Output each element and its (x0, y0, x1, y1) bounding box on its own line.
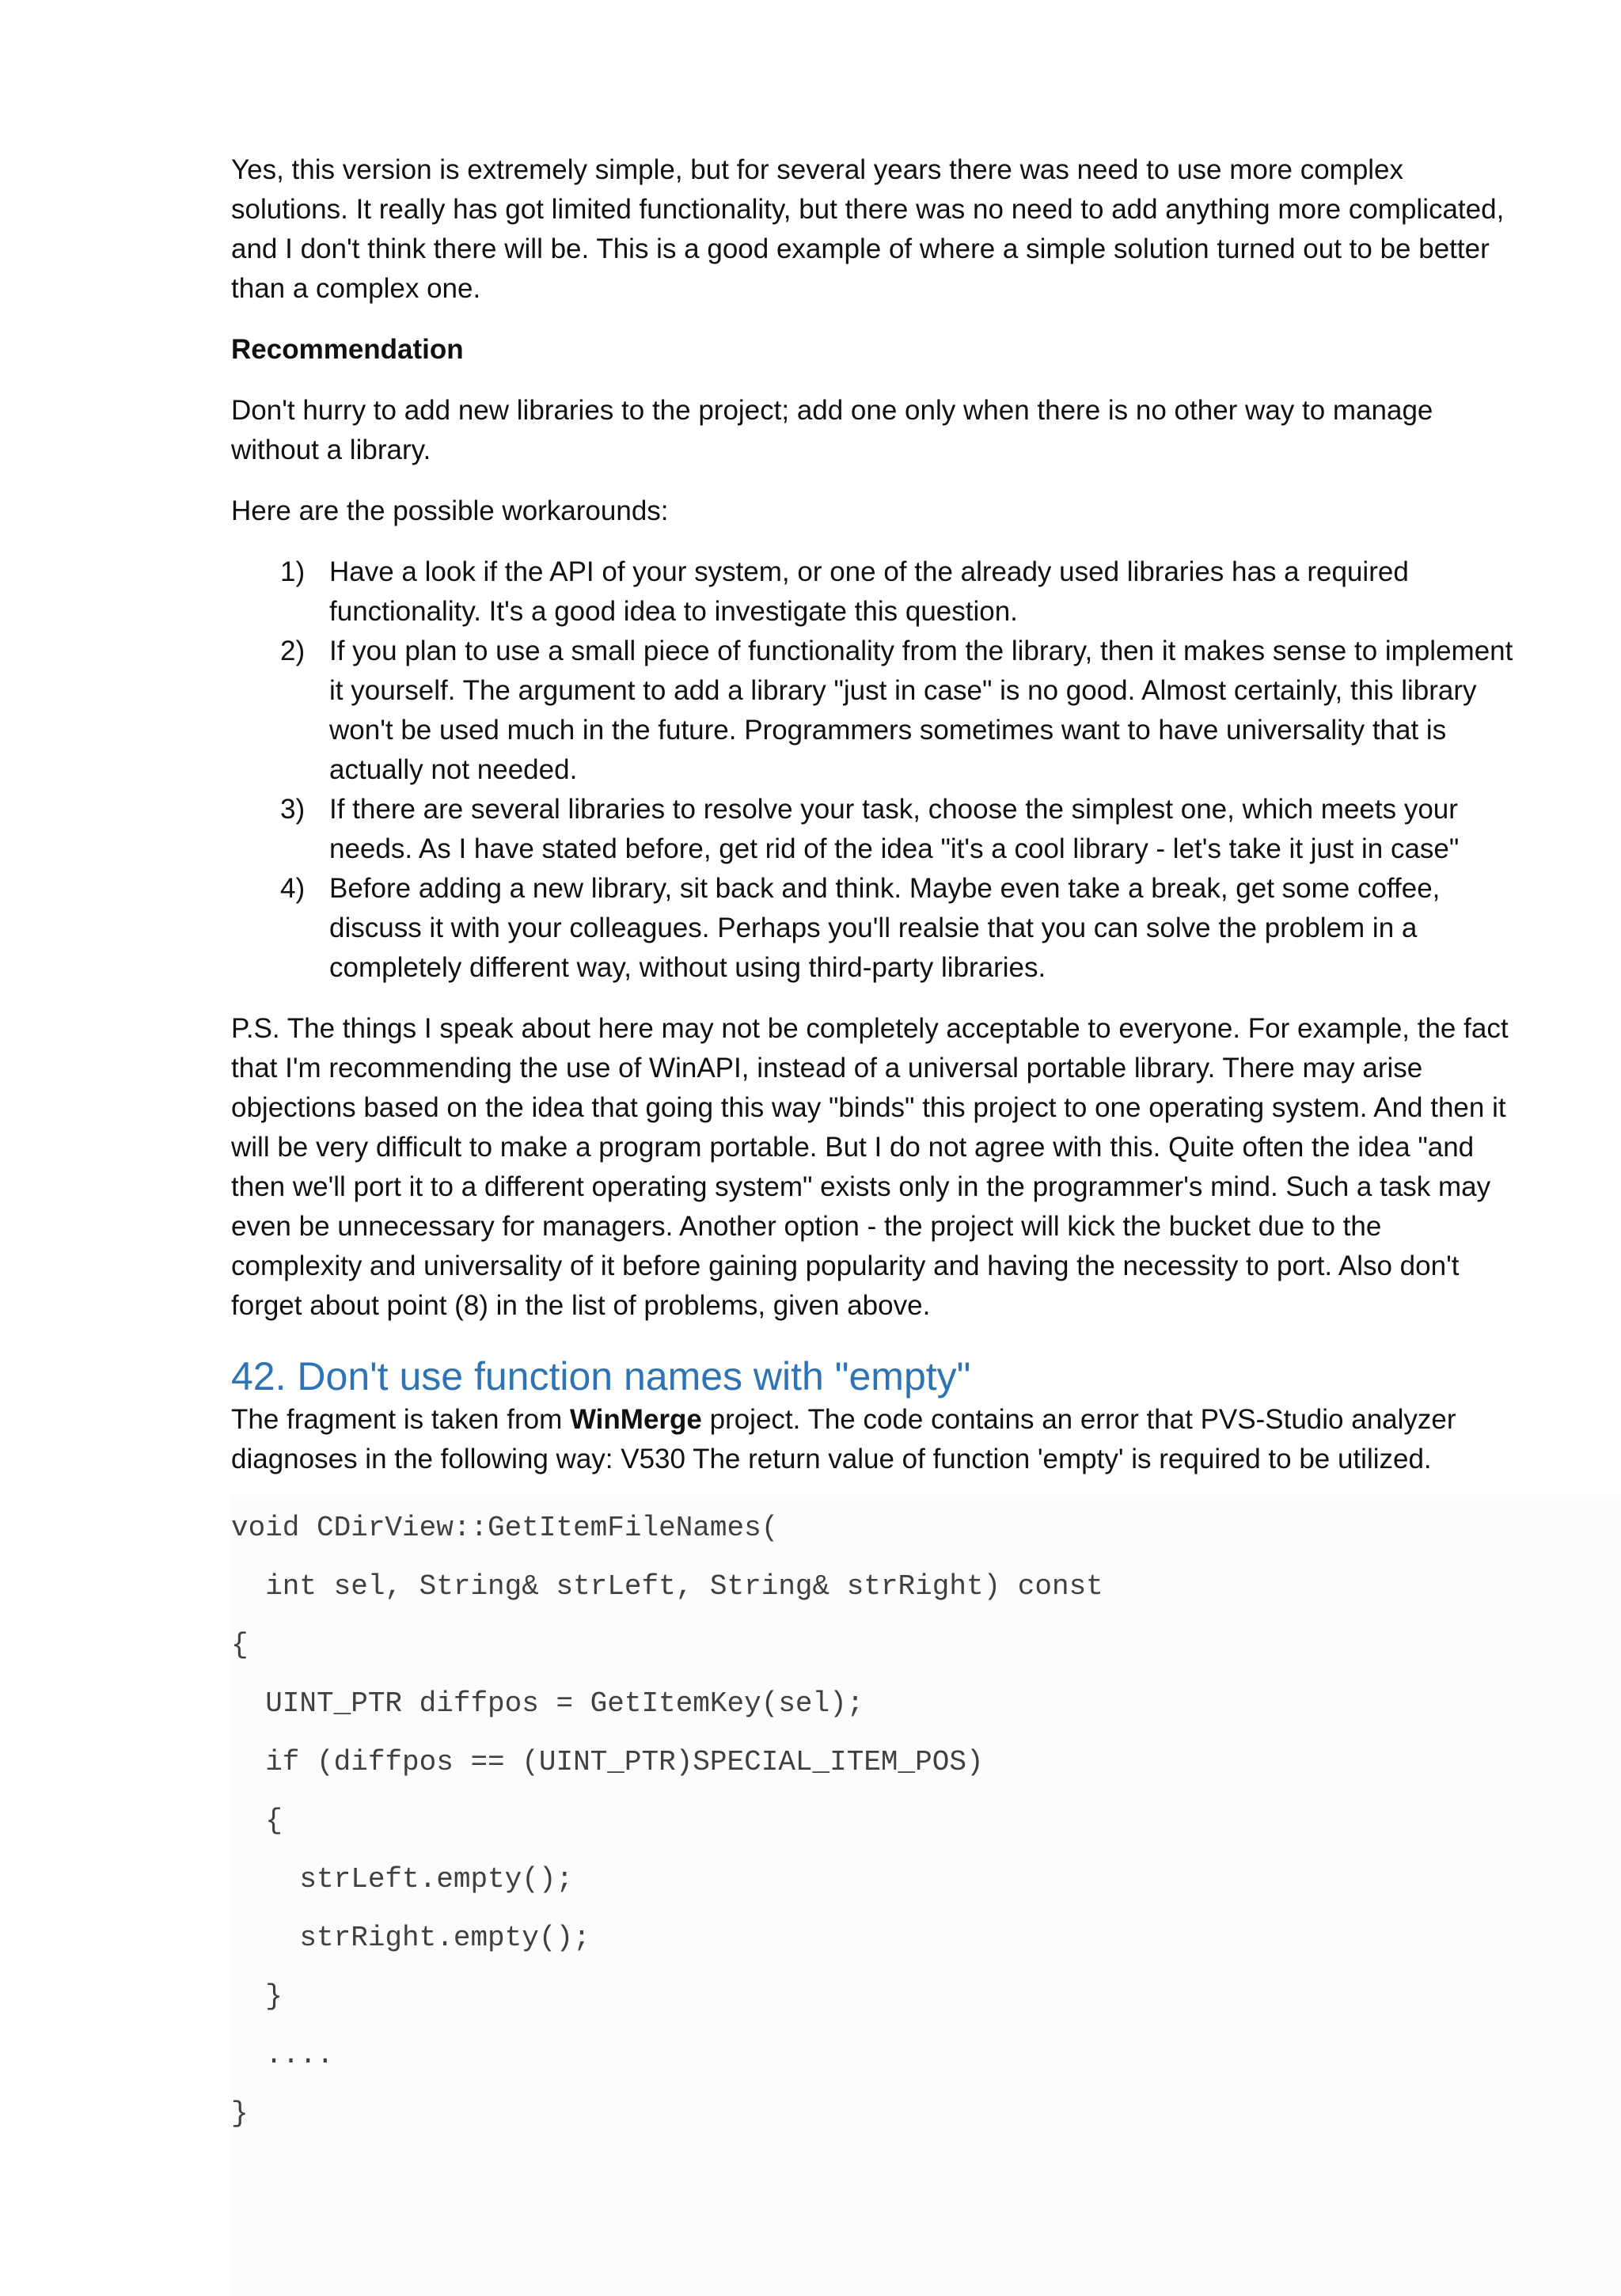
code-line: } (231, 2097, 249, 2130)
list-item (231, 869, 1513, 988)
workarounds-intro: Here are the possible workarounds: (231, 495, 669, 526)
code-line: strLeft.empty(); (231, 1863, 574, 1896)
code-line: if (diffpos == (UINT_PTR)SPECIAL_ITEM_POS) (231, 1746, 984, 1778)
recommendation-text: Don't hurry to add new libraries to the project; add one only when there is no other way to manage without a library. (231, 395, 1433, 465)
list-item (231, 632, 1513, 790)
list-item-number: 3) (280, 794, 306, 825)
code-line: { (231, 1805, 283, 1837)
list-item-text: Have a look if the API of your system, or one of the already used libraries has a required functionality. It's a good idea to investigate this question. (329, 556, 1409, 627)
code-block (231, 1495, 1621, 2296)
section-heading: 42. Don't use function names with "empty" (231, 1354, 971, 1398)
intro-paragraph: Yes, this version is extremely simple, but for several years there was need to use more complex solutions. It really has got limited functionality, but there was no need to add anything more complicated, and I don't think there will be. This is a good example of where a simple solution turned out to be better than a complex one. (231, 154, 1505, 304)
list-item (231, 790, 1513, 869)
list-item-text: Before adding a new library, sit back and think. Maybe even take a break, get some coffee, discuss it with your colleagues. Perhaps you'll realsie that you can solve the problem in a completely different way, without using third-party libraries. (329, 873, 1441, 983)
workarounds-list (231, 552, 1513, 988)
code-line: void CDirView::GetItemFileNames( (231, 1512, 779, 1544)
code-line: UINT_PTR diffpos = GetItemKey(sel); (231, 1687, 864, 1720)
section-intro-after: project. The code contains an error that PVS-Studio analyzer diagnoses in the following way: V530 The return value of function 'empty' is required to be utilized. (231, 1404, 1456, 1474)
section-intro-before: The fragment is taken from (231, 1404, 570, 1435)
list-item-number: 4) (280, 873, 306, 904)
list-item-number: 1) (280, 556, 306, 587)
list-item-text: If you plan to use a small piece of functionality from the library, then it makes sense to implement it yourself. The argument to add a library "just in case" is no good. Almost certainly, this library won't be used much in the future. Programmers sometimes want to have universality that is actually not needed. (329, 636, 1513, 785)
code-line: strRight.empty(); (231, 1922, 590, 1954)
code-line: } (231, 1980, 283, 2013)
section-intro (231, 1400, 1513, 1479)
code-line: int sel, String& strLeft, String& strRight) const (231, 1570, 1103, 1603)
list-item-text: If there are several libraries to resolve your task, choose the simplest one, which meets your needs. As I have stated before, get rid of the idea "it's a cool library - let's take it just in case" (329, 794, 1460, 864)
list-item-number: 2) (280, 636, 306, 666)
recommendation-heading: Recommendation (231, 334, 464, 365)
code-line: { (231, 1629, 249, 1661)
list-item (231, 552, 1513, 632)
code-line: .... (231, 2039, 334, 2071)
ps-paragraph: P.S. The things I speak about here may not be completely acceptable to everyone. For example, the fact that I'm recommending the use of WinAPI, instead of a universal portable library. There may arise objections based on the idea that going this way "binds" this project to one operating system. And then it will be very difficult to make a program portable. But I do not agree with this. Quite often the idea "and then we'll port it to a different operating system" exists only in the programmer's mind. Such a task may even be unnecessary for managers. Another option - the project will kick the bucket due to the complexity and universality of it before gaining popularity and having the necessity to port. Also don't forget about point (8) in the list of problems, given above. (231, 1013, 1509, 1321)
project-name: WinMerge (569, 1404, 702, 1435)
document-page (231, 150, 1513, 2296)
